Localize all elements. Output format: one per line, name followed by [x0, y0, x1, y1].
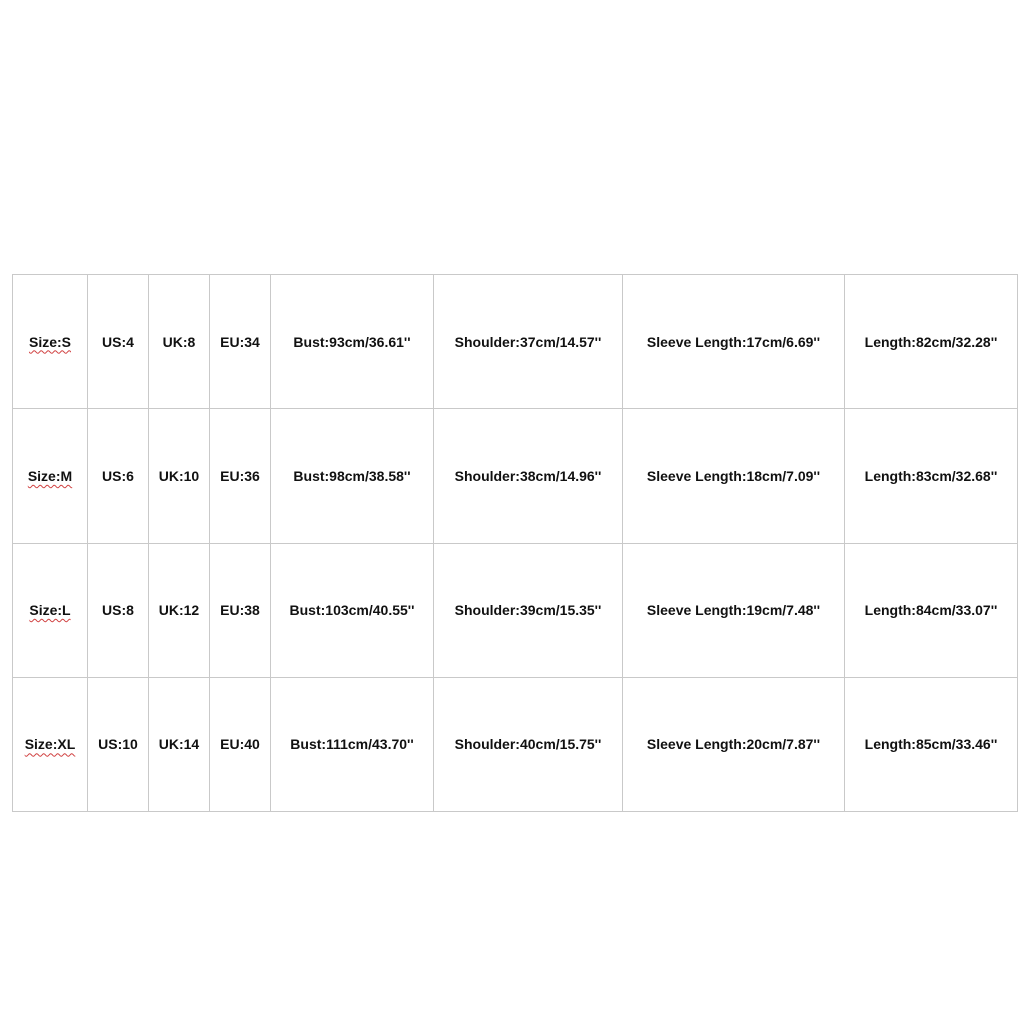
size-cell	[13, 677, 88, 811]
length-cell: Length:84cm/33.07''	[845, 543, 1018, 677]
size-label: Size:M	[27, 467, 73, 484]
sleeve-length-cell: Sleeve Length:19cm/7.48''	[623, 543, 845, 677]
uk-size-cell: UK:12	[149, 543, 210, 677]
size-cell	[13, 409, 88, 543]
length-cell: Length:82cm/32.28''	[845, 275, 1018, 409]
us-size-cell: US:4	[88, 275, 149, 409]
us-size-cell: US:8	[88, 543, 149, 677]
bust-cell: Bust:111cm/43.70''	[271, 677, 434, 811]
us-size-cell: US:6	[88, 409, 149, 543]
length-cell: Length:83cm/32.68''	[845, 409, 1018, 543]
eu-size-cell: EU:40	[210, 677, 271, 811]
size-label: Size:S	[28, 333, 71, 350]
uk-size-cell: UK:10	[149, 409, 210, 543]
bust-cell: Bust:93cm/36.61''	[271, 275, 434, 409]
bust-cell: Bust:103cm/40.55''	[271, 543, 434, 677]
size-label: Size:XL	[24, 736, 76, 753]
size-label: Size:L	[29, 602, 71, 619]
table-row	[13, 543, 1018, 677]
eu-size-cell: EU:34	[210, 275, 271, 409]
shoulder-cell: Shoulder:40cm/15.75''	[434, 677, 623, 811]
size-cell	[13, 275, 88, 409]
size-cell	[13, 543, 88, 677]
table-row	[13, 275, 1018, 409]
shoulder-cell: Shoulder:39cm/15.35''	[434, 543, 623, 677]
table-row	[13, 677, 1018, 811]
sleeve-length-cell: Sleeve Length:20cm/7.87''	[623, 677, 845, 811]
us-size-cell: US:10	[88, 677, 149, 811]
size-chart-table	[12, 274, 1018, 812]
bust-cell: Bust:98cm/38.58''	[271, 409, 434, 543]
sleeve-length-cell: Sleeve Length:17cm/6.69''	[623, 275, 845, 409]
eu-size-cell: EU:38	[210, 543, 271, 677]
table-row	[13, 409, 1018, 543]
shoulder-cell: Shoulder:38cm/14.96''	[434, 409, 623, 543]
sleeve-length-cell: Sleeve Length:18cm/7.09''	[623, 409, 845, 543]
eu-size-cell: EU:36	[210, 409, 271, 543]
length-cell: Length:85cm/33.46''	[845, 677, 1018, 811]
shoulder-cell: Shoulder:37cm/14.57''	[434, 275, 623, 409]
uk-size-cell: UK:8	[149, 275, 210, 409]
uk-size-cell: UK:14	[149, 677, 210, 811]
